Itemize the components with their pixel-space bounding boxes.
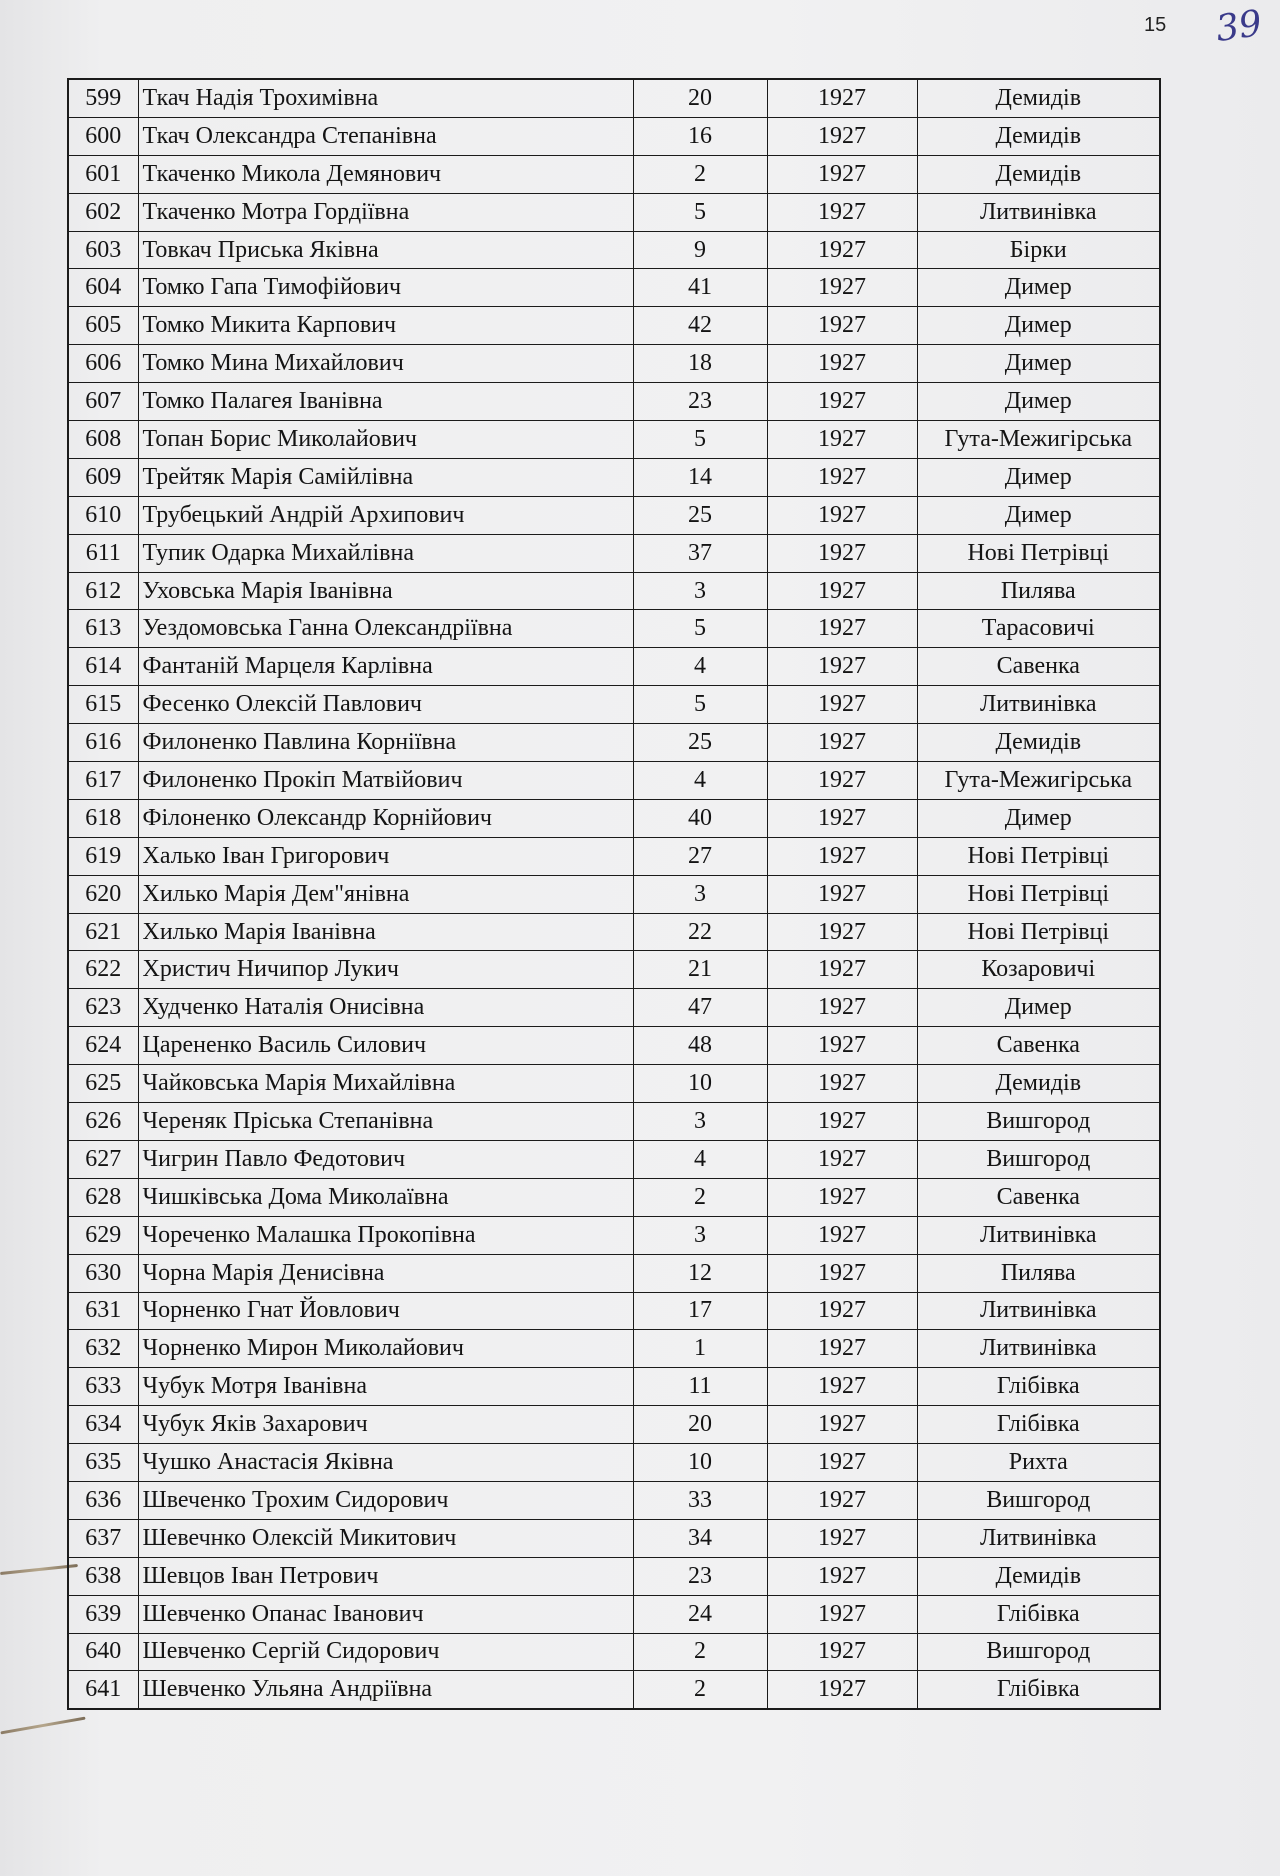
person-age-cell: 34	[633, 1519, 767, 1557]
year-cell: 1927	[767, 913, 917, 951]
table-row	[68, 458, 1160, 496]
person-age-cell: 5	[633, 421, 767, 459]
person-name-cell: Швеченко Трохим Сидорович	[138, 1481, 633, 1519]
year-cell: 1927	[767, 1519, 917, 1557]
year-cell: 1927	[767, 837, 917, 875]
table-row	[68, 496, 1160, 534]
person-name-cell: Хилько Марія Дем"янівна	[138, 875, 633, 913]
year-cell: 1927	[767, 610, 917, 648]
village-name-cell: Литвинівка	[917, 1330, 1160, 1368]
person-age-cell: 23	[633, 383, 767, 421]
village-name-cell: Литвинівка	[917, 1292, 1160, 1330]
village-name-cell: Гута-Межигірська	[917, 421, 1160, 459]
year-cell: 1927	[767, 1557, 917, 1595]
village-name-cell: Глібівка	[917, 1406, 1160, 1444]
village-name-cell: Демидів	[917, 1065, 1160, 1103]
table-row	[68, 686, 1160, 724]
year-cell: 1927	[767, 572, 917, 610]
table-row	[68, 155, 1160, 193]
person-age-cell: 27	[633, 837, 767, 875]
year-cell: 1927	[767, 421, 917, 459]
person-age-cell: 9	[633, 231, 767, 269]
row-number-cell: 610	[68, 496, 138, 534]
year-cell: 1927	[767, 1481, 917, 1519]
table-row	[68, 572, 1160, 610]
year-cell: 1927	[767, 1368, 917, 1406]
person-age-cell: 17	[633, 1292, 767, 1330]
row-number-cell: 599	[68, 79, 138, 117]
table-row	[68, 1444, 1160, 1482]
person-name-cell: Ткач Надія Трохимівна	[138, 79, 633, 117]
person-name-cell: Ткаченко Микола Демянович	[138, 155, 633, 193]
village-name-cell: Нові Петрівці	[917, 913, 1160, 951]
village-name-cell: Литвинівка	[917, 1519, 1160, 1557]
year-cell: 1927	[767, 648, 917, 686]
row-number-cell: 623	[68, 989, 138, 1027]
village-name-cell: Гута-Межигірська	[917, 762, 1160, 800]
person-age-cell: 4	[633, 648, 767, 686]
village-name-cell: Демидів	[917, 724, 1160, 762]
roster-table	[67, 78, 1161, 1710]
person-age-cell: 25	[633, 724, 767, 762]
village-name-cell: Демидів	[917, 155, 1160, 193]
village-name-cell: Димер	[917, 989, 1160, 1027]
person-name-cell: Уездомовська Ганна Олександріївна	[138, 610, 633, 648]
person-age-cell: 10	[633, 1065, 767, 1103]
person-age-cell: 21	[633, 951, 767, 989]
person-age-cell: 40	[633, 799, 767, 837]
person-age-cell: 3	[633, 1103, 767, 1141]
person-name-cell: Тупик Одарка Михайлівна	[138, 534, 633, 572]
table-row	[68, 1595, 1160, 1633]
table-row	[68, 269, 1160, 307]
person-age-cell: 25	[633, 496, 767, 534]
table-row	[68, 1368, 1160, 1406]
row-number-cell: 605	[68, 307, 138, 345]
person-age-cell: 2	[633, 1671, 767, 1709]
person-name-cell: Чорненко Гнат Йовлович	[138, 1292, 633, 1330]
person-name-cell: Филоненко Павлина Корніївна	[138, 724, 633, 762]
row-number-cell: 607	[68, 383, 138, 421]
person-age-cell: 3	[633, 1216, 767, 1254]
person-age-cell: 42	[633, 307, 767, 345]
table-row	[68, 762, 1160, 800]
table-row	[68, 383, 1160, 421]
row-number-cell: 633	[68, 1368, 138, 1406]
person-name-cell: Топан Борис Миколайович	[138, 421, 633, 459]
year-cell: 1927	[767, 1406, 917, 1444]
village-name-cell: Димер	[917, 269, 1160, 307]
year-cell: 1927	[767, 534, 917, 572]
person-age-cell: 20	[633, 1406, 767, 1444]
person-name-cell: Христич Ничипор Лукич	[138, 951, 633, 989]
table-row	[68, 989, 1160, 1027]
person-age-cell: 48	[633, 1027, 767, 1065]
village-name-cell: Савенка	[917, 1178, 1160, 1216]
person-age-cell: 3	[633, 875, 767, 913]
row-number-cell: 604	[68, 269, 138, 307]
table-row	[68, 534, 1160, 572]
row-number-cell: 606	[68, 345, 138, 383]
row-number-cell: 641	[68, 1671, 138, 1709]
year-cell: 1927	[767, 875, 917, 913]
year-cell: 1927	[767, 1065, 917, 1103]
table-row	[68, 193, 1160, 231]
roster-table-body	[68, 79, 1160, 1709]
binding-thread	[0, 1717, 85, 1735]
table-row	[68, 1065, 1160, 1103]
person-age-cell: 3	[633, 572, 767, 610]
page-number: 15	[1144, 14, 1167, 36]
person-name-cell: Чубук Яків Захарович	[138, 1406, 633, 1444]
year-cell: 1927	[767, 117, 917, 155]
person-name-cell: Халько Іван Григорович	[138, 837, 633, 875]
village-name-cell: Вишгород	[917, 1633, 1160, 1671]
row-number-cell: 637	[68, 1519, 138, 1557]
year-cell: 1927	[767, 231, 917, 269]
village-name-cell: Демидів	[917, 117, 1160, 155]
village-name-cell: Демидів	[917, 1557, 1160, 1595]
person-name-cell: Ткаченко Мотра Гордіївна	[138, 193, 633, 231]
row-number-cell: 635	[68, 1444, 138, 1482]
year-cell: 1927	[767, 724, 917, 762]
village-name-cell: Пилява	[917, 1254, 1160, 1292]
year-cell: 1927	[767, 1216, 917, 1254]
row-number-cell: 626	[68, 1103, 138, 1141]
table-row	[68, 1481, 1160, 1519]
year-cell: 1927	[767, 1671, 917, 1709]
table-row	[68, 913, 1160, 951]
row-number-cell: 611	[68, 534, 138, 572]
person-age-cell: 24	[633, 1595, 767, 1633]
village-name-cell: Глібівка	[917, 1671, 1160, 1709]
table-row	[68, 1140, 1160, 1178]
village-name-cell: Пилява	[917, 572, 1160, 610]
row-number-cell: 639	[68, 1595, 138, 1633]
year-cell: 1927	[767, 458, 917, 496]
person-age-cell: 2	[633, 1633, 767, 1671]
table-row	[68, 1557, 1160, 1595]
year-cell: 1927	[767, 1292, 917, 1330]
person-name-cell: Чайковська Марія Михайлівна	[138, 1065, 633, 1103]
table-row	[68, 1216, 1160, 1254]
person-age-cell: 20	[633, 79, 767, 117]
person-name-cell: Шевечнко Олексій Микитович	[138, 1519, 633, 1557]
village-name-cell: Савенка	[917, 1027, 1160, 1065]
person-age-cell: 16	[633, 117, 767, 155]
person-age-cell: 4	[633, 762, 767, 800]
row-number-cell: 638	[68, 1557, 138, 1595]
row-number-cell: 636	[68, 1481, 138, 1519]
table-row	[68, 1027, 1160, 1065]
person-age-cell: 47	[633, 989, 767, 1027]
table-row	[68, 875, 1160, 913]
table-row	[68, 610, 1160, 648]
row-number-cell: 640	[68, 1633, 138, 1671]
year-cell: 1927	[767, 193, 917, 231]
person-age-cell: 12	[633, 1254, 767, 1292]
table-row	[68, 1633, 1160, 1671]
row-number-cell: 624	[68, 1027, 138, 1065]
table-row	[68, 1519, 1160, 1557]
person-name-cell: Череняк Пріська Степанівна	[138, 1103, 633, 1141]
person-age-cell: 5	[633, 193, 767, 231]
village-name-cell: Димер	[917, 307, 1160, 345]
year-cell: 1927	[767, 1633, 917, 1671]
village-name-cell: Димер	[917, 458, 1160, 496]
person-age-cell: 2	[633, 155, 767, 193]
person-name-cell: Шевченко Ульяна Андріївна	[138, 1671, 633, 1709]
person-name-cell: Томко Микита Карпович	[138, 307, 633, 345]
person-name-cell: Томко Гапа Тимофійович	[138, 269, 633, 307]
table-row	[68, 421, 1160, 459]
village-name-cell: Димер	[917, 383, 1160, 421]
table-row	[68, 345, 1160, 383]
person-name-cell: Томко Палагея Іванівна	[138, 383, 633, 421]
table-row	[68, 648, 1160, 686]
person-age-cell: 23	[633, 1557, 767, 1595]
person-name-cell: Чигрин Павло Федотович	[138, 1140, 633, 1178]
row-number-cell: 631	[68, 1292, 138, 1330]
table-row	[68, 117, 1160, 155]
row-number-cell: 625	[68, 1065, 138, 1103]
year-cell: 1927	[767, 951, 917, 989]
village-name-cell: Литвинівка	[917, 193, 1160, 231]
table-row	[68, 724, 1160, 762]
year-cell: 1927	[767, 1140, 917, 1178]
row-number-cell: 609	[68, 458, 138, 496]
village-name-cell: Нові Петрівці	[917, 534, 1160, 572]
row-number-cell: 620	[68, 875, 138, 913]
year-cell: 1927	[767, 155, 917, 193]
year-cell: 1927	[767, 1027, 917, 1065]
person-age-cell: 1	[633, 1330, 767, 1368]
person-name-cell: Чушко Анастасія Яківна	[138, 1444, 633, 1482]
village-name-cell: Тарасовичі	[917, 610, 1160, 648]
person-name-cell: Чорненко Мирон Миколайович	[138, 1330, 633, 1368]
village-name-cell: Савенка	[917, 648, 1160, 686]
row-number-cell: 628	[68, 1178, 138, 1216]
table-row	[68, 1292, 1160, 1330]
person-age-cell: 4	[633, 1140, 767, 1178]
village-name-cell: Козаровичі	[917, 951, 1160, 989]
row-number-cell: 634	[68, 1406, 138, 1444]
table-row	[68, 799, 1160, 837]
table-row	[68, 79, 1160, 117]
person-name-cell: Ткач Олександра Степанівна	[138, 117, 633, 155]
row-number-cell: 613	[68, 610, 138, 648]
year-cell: 1927	[767, 762, 917, 800]
person-name-cell: Чорна Марія Денисівна	[138, 1254, 633, 1292]
table-row	[68, 307, 1160, 345]
year-cell: 1927	[767, 496, 917, 534]
year-cell: 1927	[767, 79, 917, 117]
year-cell: 1927	[767, 1254, 917, 1292]
person-age-cell: 18	[633, 345, 767, 383]
person-age-cell: 41	[633, 269, 767, 307]
year-cell: 1927	[767, 1330, 917, 1368]
person-name-cell: Філоненко Олександр Корнійович	[138, 799, 633, 837]
row-number-cell: 632	[68, 1330, 138, 1368]
person-age-cell: 10	[633, 1444, 767, 1482]
village-name-cell: Демидів	[917, 79, 1160, 117]
village-name-cell: Вишгород	[917, 1481, 1160, 1519]
row-number-cell: 608	[68, 421, 138, 459]
person-name-cell: Чишківська Дома Миколаївна	[138, 1178, 633, 1216]
person-age-cell: 22	[633, 913, 767, 951]
person-age-cell: 33	[633, 1481, 767, 1519]
person-name-cell: Шевцов Іван Петрович	[138, 1557, 633, 1595]
village-name-cell: Димер	[917, 345, 1160, 383]
table-row	[68, 837, 1160, 875]
row-number-cell: 629	[68, 1216, 138, 1254]
person-name-cell: Трейтяк Марія Самійлівна	[138, 458, 633, 496]
village-name-cell: Нові Петрівці	[917, 875, 1160, 913]
person-age-cell: 14	[633, 458, 767, 496]
village-name-cell: Вишгород	[917, 1140, 1160, 1178]
year-cell: 1927	[767, 345, 917, 383]
row-number-cell: 615	[68, 686, 138, 724]
row-number-cell: 600	[68, 117, 138, 155]
table-row	[68, 1178, 1160, 1216]
row-number-cell: 622	[68, 951, 138, 989]
row-number-cell: 603	[68, 231, 138, 269]
village-name-cell: Рихта	[917, 1444, 1160, 1482]
person-name-cell: Трубецький Андрій Архипович	[138, 496, 633, 534]
village-name-cell: Бірки	[917, 231, 1160, 269]
handwritten-sheet-number: 39	[1213, 3, 1265, 50]
village-name-cell: Глібівка	[917, 1595, 1160, 1633]
table-row	[68, 1671, 1160, 1709]
person-name-cell: Уховська Марія Іванівна	[138, 572, 633, 610]
person-name-cell: Царененко Василь Силович	[138, 1027, 633, 1065]
person-age-cell: 2	[633, 1178, 767, 1216]
row-number-cell: 617	[68, 762, 138, 800]
person-name-cell: Худченко Наталія Онисівна	[138, 989, 633, 1027]
person-age-cell: 5	[633, 686, 767, 724]
row-number-cell: 601	[68, 155, 138, 193]
village-name-cell: Литвинівка	[917, 686, 1160, 724]
year-cell: 1927	[767, 269, 917, 307]
person-name-cell: Шевченко Сергій Сидорович	[138, 1633, 633, 1671]
table-row	[68, 1330, 1160, 1368]
year-cell: 1927	[767, 799, 917, 837]
person-age-cell: 5	[633, 610, 767, 648]
person-age-cell: 37	[633, 534, 767, 572]
village-name-cell: Димер	[917, 799, 1160, 837]
person-name-cell: Томко Мина Михайлович	[138, 345, 633, 383]
table-row	[68, 1254, 1160, 1292]
person-name-cell: Чубук Мотря Іванівна	[138, 1368, 633, 1406]
village-name-cell: Глібівка	[917, 1368, 1160, 1406]
row-number-cell: 614	[68, 648, 138, 686]
row-number-cell: 619	[68, 837, 138, 875]
row-number-cell: 616	[68, 724, 138, 762]
table-row	[68, 951, 1160, 989]
person-name-cell: Фесенко Олексій Павлович	[138, 686, 633, 724]
year-cell: 1927	[767, 1178, 917, 1216]
person-name-cell: Чореченко Малашка Прокопівна	[138, 1216, 633, 1254]
village-name-cell: Литвинівка	[917, 1216, 1160, 1254]
row-number-cell: 621	[68, 913, 138, 951]
person-name-cell: Товкач Приська Яківна	[138, 231, 633, 269]
year-cell: 1927	[767, 686, 917, 724]
person-name-cell: Шевченко Опанас Іванович	[138, 1595, 633, 1633]
table-row	[68, 1406, 1160, 1444]
row-number-cell: 618	[68, 799, 138, 837]
village-name-cell: Димер	[917, 496, 1160, 534]
year-cell: 1927	[767, 1595, 917, 1633]
table-row	[68, 231, 1160, 269]
village-name-cell: Нові Петрівці	[917, 837, 1160, 875]
person-name-cell: Филоненко Прокіп Матвійович	[138, 762, 633, 800]
person-name-cell: Фантаній Марцеля Карлівна	[138, 648, 633, 686]
year-cell: 1927	[767, 383, 917, 421]
year-cell: 1927	[767, 1444, 917, 1482]
row-number-cell: 627	[68, 1140, 138, 1178]
year-cell: 1927	[767, 989, 917, 1027]
year-cell: 1927	[767, 307, 917, 345]
row-number-cell: 612	[68, 572, 138, 610]
person-name-cell: Хилько Марія Іванівна	[138, 913, 633, 951]
table-row	[68, 1103, 1160, 1141]
row-number-cell: 602	[68, 193, 138, 231]
row-number-cell: 630	[68, 1254, 138, 1292]
person-age-cell: 11	[633, 1368, 767, 1406]
year-cell: 1927	[767, 1103, 917, 1141]
village-name-cell: Вишгород	[917, 1103, 1160, 1141]
